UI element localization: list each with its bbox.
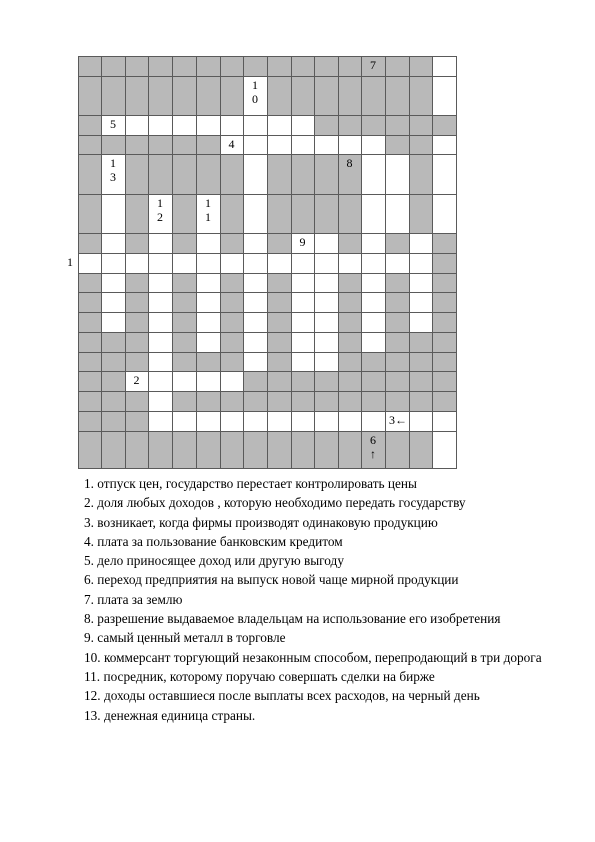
shaded-cell	[314, 154, 339, 195]
shaded-cell	[78, 391, 102, 412]
shaded-cell	[78, 56, 102, 77]
clue-number-10: 1 0	[252, 78, 258, 106]
answer-cell	[196, 312, 221, 333]
shaded-cell	[338, 76, 362, 116]
answer-cell	[196, 332, 221, 353]
answer-cell	[338, 135, 362, 155]
answer-cell	[409, 253, 433, 274]
clue-number-13: 1 3	[110, 156, 116, 184]
shaded-cell	[78, 292, 102, 313]
shaded-cell	[385, 233, 410, 254]
shaded-cell	[125, 411, 149, 432]
answer-cell	[101, 253, 126, 274]
shaded-cell	[338, 273, 362, 293]
shaded-cell	[267, 352, 292, 372]
shaded-cell	[196, 391, 221, 412]
shaded-cell	[385, 273, 410, 293]
answer-cell	[196, 371, 221, 392]
answer-cell	[172, 371, 197, 392]
answer-cell	[314, 253, 339, 274]
answer-cell	[101, 292, 126, 313]
answer-cell	[361, 292, 386, 313]
answer-cell	[361, 135, 386, 155]
answer-cell	[172, 115, 197, 136]
shaded-cell	[432, 233, 457, 254]
shaded-cell	[220, 154, 244, 195]
shaded-cell	[409, 135, 433, 155]
answer-cell	[361, 253, 386, 274]
shaded-cell	[125, 312, 149, 333]
shaded-cell	[172, 76, 197, 116]
shaded-cell	[196, 56, 221, 77]
shaded-cell	[172, 352, 197, 372]
shaded-cell	[125, 76, 149, 116]
shaded-cell	[196, 431, 221, 469]
shaded-cell	[220, 273, 244, 293]
shaded-cell	[125, 154, 149, 195]
answer-cell	[432, 76, 457, 116]
shaded-cell	[220, 233, 244, 254]
answer-cell	[243, 352, 268, 372]
answer-cell	[361, 194, 386, 234]
shaded-cell	[432, 332, 457, 353]
answer-cell	[172, 253, 197, 274]
answer-cell	[361, 312, 386, 333]
clue-1: 1. отпуск цен, государство перестает контролировать цены	[84, 476, 417, 491]
shaded-cell	[101, 76, 126, 116]
shaded-cell	[338, 56, 362, 77]
answer-cell	[148, 332, 173, 353]
clue-9: 9. самый ценный металл в торговле	[84, 630, 286, 646]
shaded-cell	[125, 233, 149, 254]
answer-cell	[125, 253, 149, 274]
answer-cell	[196, 233, 221, 254]
answer-cell	[243, 115, 268, 136]
shaded-cell	[291, 194, 315, 234]
answer-cell	[243, 292, 268, 313]
shaded-cell	[267, 273, 292, 293]
shaded-cell	[172, 233, 197, 254]
shaded-cell	[432, 352, 457, 372]
shaded-cell	[220, 332, 244, 353]
answer-cell	[148, 115, 173, 136]
shaded-cell	[432, 292, 457, 313]
shaded-cell	[172, 431, 197, 469]
shaded-cell	[101, 56, 126, 77]
shaded-cell	[432, 391, 457, 412]
clue-number-6: 6 ↑	[370, 433, 376, 461]
shaded-cell	[314, 76, 339, 116]
clue-number-1: 1	[67, 255, 73, 269]
shaded-cell	[101, 391, 126, 412]
shaded-cell	[101, 332, 126, 353]
shaded-cell	[338, 312, 362, 333]
answer-cell	[243, 273, 268, 293]
shaded-cell	[243, 371, 268, 392]
shaded-cell	[101, 371, 126, 392]
answer-cell	[314, 352, 339, 372]
shaded-cell	[267, 312, 292, 333]
answer-cell	[243, 194, 268, 234]
answer-cell	[338, 253, 362, 274]
answer-cell	[196, 115, 221, 136]
shaded-cell	[338, 391, 362, 412]
answer-cell	[196, 292, 221, 313]
answer-cell	[101, 312, 126, 333]
shaded-cell	[267, 56, 292, 77]
shaded-cell	[78, 154, 102, 195]
shaded-cell	[267, 292, 292, 313]
answer-cell	[314, 312, 339, 333]
shaded-cell	[314, 56, 339, 77]
shaded-cell	[361, 391, 386, 412]
answer-cell	[291, 411, 315, 432]
shaded-cell	[409, 332, 433, 353]
shaded-cell	[267, 154, 292, 195]
shaded-cell	[125, 292, 149, 313]
answer-cell	[148, 273, 173, 293]
shaded-cell	[125, 332, 149, 353]
answer-cell	[220, 371, 244, 392]
answer-cell	[409, 292, 433, 313]
shaded-cell	[148, 431, 173, 469]
shaded-cell	[78, 115, 102, 136]
shaded-cell	[409, 391, 433, 412]
clue-list	[84, 474, 554, 725]
shaded-cell	[361, 352, 386, 372]
shaded-cell	[338, 292, 362, 313]
answer-cell	[243, 154, 268, 195]
answer-cell	[409, 233, 433, 254]
shaded-cell	[338, 233, 362, 254]
shaded-cell	[314, 431, 339, 469]
shaded-cell	[148, 76, 173, 116]
shaded-cell	[291, 371, 315, 392]
shaded-cell	[267, 391, 292, 412]
shaded-cell	[78, 135, 102, 155]
shaded-cell	[101, 352, 126, 372]
shaded-cell	[172, 312, 197, 333]
shaded-cell	[196, 154, 221, 195]
shaded-cell	[172, 391, 197, 412]
answer-cell	[148, 312, 173, 333]
answer-cell	[361, 332, 386, 353]
shaded-cell	[267, 194, 292, 234]
shaded-cell	[78, 371, 102, 392]
answer-cell	[291, 312, 315, 333]
clue-8: 8. разрешение выдаваемое владельцам на использование его изобретения	[84, 611, 501, 627]
clue-12: 12. доходы оставшиеся после выплаты всех расходов, на черный день	[84, 688, 480, 704]
shaded-cell	[338, 352, 362, 372]
answer-cell	[432, 135, 457, 155]
shaded-cell	[172, 292, 197, 313]
answer-cell	[432, 56, 457, 77]
shaded-cell	[291, 391, 315, 412]
answer-cell	[125, 115, 149, 136]
answer-cell	[291, 273, 315, 293]
answer-cell	[385, 194, 410, 234]
clue-6: 6. переход предприятия на выпуск новой чаще мирной продукции	[84, 572, 459, 588]
shaded-cell	[267, 371, 292, 392]
clue-number-7: 7	[370, 58, 376, 72]
shaded-cell	[172, 194, 197, 234]
shaded-cell	[220, 194, 244, 234]
answer-cell	[314, 332, 339, 353]
clue-number-5: 5	[110, 117, 116, 131]
answer-cell	[314, 292, 339, 313]
answer-cell	[291, 352, 315, 372]
clue-7: 7. плата за землю	[84, 591, 183, 607]
shaded-cell	[125, 194, 149, 234]
answer-cell	[361, 273, 386, 293]
answer-cell	[291, 253, 315, 274]
shaded-cell	[101, 135, 126, 155]
answer-cell	[267, 411, 292, 432]
shaded-cell	[148, 154, 173, 195]
shaded-cell	[148, 135, 173, 155]
answer-cell	[338, 411, 362, 432]
answer-cell	[361, 233, 386, 254]
answer-cell	[314, 135, 339, 155]
shaded-cell	[385, 332, 410, 353]
shaded-cell	[338, 332, 362, 353]
answer-cell	[361, 154, 386, 195]
answer-cell	[314, 233, 339, 254]
answer-cell	[196, 253, 221, 274]
shaded-cell	[385, 371, 410, 392]
shaded-cell	[385, 391, 410, 412]
answer-cell	[196, 273, 221, 293]
shaded-cell	[409, 76, 433, 116]
clue-number-4: 4	[228, 137, 235, 151]
shaded-cell	[78, 332, 102, 353]
answer-cell	[409, 312, 433, 333]
shaded-cell	[220, 76, 244, 116]
clue-4: 4. плата за пользование банковским кредитом	[84, 533, 343, 549]
shaded-cell	[385, 352, 410, 372]
shaded-cell	[78, 312, 102, 333]
shaded-cell	[78, 233, 102, 254]
answer-cell	[267, 115, 292, 136]
answer-cell	[101, 233, 126, 254]
shaded-cell	[196, 352, 221, 372]
shaded-cell	[78, 194, 102, 234]
answer-cell	[148, 352, 173, 372]
shaded-cell	[220, 56, 244, 77]
shaded-cell	[338, 431, 362, 469]
crossword-grid	[67, 56, 456, 468]
clue-number-12: 1 2	[157, 196, 163, 224]
shaded-cell	[172, 273, 197, 293]
shaded-cell	[125, 273, 149, 293]
shaded-cell	[196, 76, 221, 116]
shaded-cell	[267, 76, 292, 116]
answer-cell	[78, 253, 102, 274]
shaded-cell	[267, 332, 292, 353]
answer-cell	[220, 115, 244, 136]
shaded-cell	[125, 56, 149, 77]
answer-cell	[267, 253, 292, 274]
shaded-cell	[243, 391, 268, 412]
shaded-cell	[432, 115, 457, 136]
shaded-cell	[409, 154, 433, 195]
shaded-cell	[314, 194, 339, 234]
shaded-cell	[432, 273, 457, 293]
answer-cell	[361, 411, 386, 432]
clue-number-2: 2	[133, 373, 140, 387]
shaded-cell	[101, 411, 126, 432]
shaded-cell	[385, 76, 410, 116]
answer-cell	[148, 233, 173, 254]
answer-cell	[220, 253, 244, 274]
shaded-cell	[78, 352, 102, 372]
clue-2: 2. доля любых доходов , которую необходимо передать государству	[84, 495, 466, 511]
shaded-cell	[409, 115, 433, 136]
clue-number-9: 9	[299, 235, 306, 249]
shaded-cell	[361, 115, 386, 136]
shaded-cell	[172, 135, 197, 155]
answer-cell	[148, 391, 173, 412]
answer-cell	[243, 332, 268, 353]
shaded-cell	[409, 431, 433, 469]
shaded-cell	[125, 135, 149, 155]
clue-5: 5. дело приносящее доход или другую выгоду	[84, 553, 344, 569]
shaded-cell	[172, 332, 197, 353]
shaded-cell	[385, 56, 410, 77]
clue-number-11: 1 1	[205, 196, 211, 224]
answer-cell	[243, 312, 268, 333]
shaded-cell	[267, 431, 292, 469]
answer-cell	[148, 371, 173, 392]
shaded-cell	[409, 352, 433, 372]
answer-cell	[243, 135, 268, 155]
shaded-cell	[220, 352, 244, 372]
shaded-cell	[172, 154, 197, 195]
answer-cell	[432, 194, 457, 234]
clue-number-3: 3←	[389, 413, 407, 427]
shaded-cell	[314, 391, 339, 412]
shaded-cell	[409, 194, 433, 234]
shaded-cell	[432, 253, 457, 274]
answer-cell	[385, 154, 410, 195]
shaded-cell	[78, 273, 102, 293]
shaded-cell	[291, 76, 315, 116]
answer-cell	[220, 411, 244, 432]
answer-cell	[101, 194, 126, 234]
shaded-cell	[361, 371, 386, 392]
shaded-cell	[148, 56, 173, 77]
answer-cell	[409, 273, 433, 293]
shaded-cell	[125, 431, 149, 469]
answer-cell	[243, 253, 268, 274]
shaded-cell	[196, 135, 221, 155]
shaded-cell	[385, 431, 410, 469]
answer-cell	[385, 253, 410, 274]
shaded-cell	[78, 76, 102, 116]
answer-cell	[432, 431, 457, 469]
shaded-cell	[172, 56, 197, 77]
shaded-cell	[385, 135, 410, 155]
shaded-cell	[385, 292, 410, 313]
shaded-cell	[361, 76, 386, 116]
answer-cell	[243, 411, 268, 432]
clue-number-8: 8	[346, 156, 353, 170]
shaded-cell	[314, 371, 339, 392]
answer-cell	[196, 411, 221, 432]
shaded-cell	[409, 56, 433, 77]
shaded-cell	[267, 233, 292, 254]
answer-cell	[148, 253, 173, 274]
shaded-cell	[220, 312, 244, 333]
shaded-cell	[101, 431, 126, 469]
answer-cell	[291, 292, 315, 313]
clue-11: 11. посредник, которому поручаю совершать сделки на бирже	[84, 668, 435, 684]
shaded-cell	[220, 391, 244, 412]
shaded-cell	[220, 431, 244, 469]
shaded-cell	[409, 371, 433, 392]
shaded-cell	[220, 292, 244, 313]
shaded-cell	[432, 312, 457, 333]
answer-cell	[172, 411, 197, 432]
shaded-cell	[385, 312, 410, 333]
shaded-cell	[291, 431, 315, 469]
answer-cell	[314, 273, 339, 293]
shaded-cell	[78, 431, 102, 469]
shaded-cell	[291, 56, 315, 77]
answer-cell	[291, 115, 315, 136]
shaded-cell	[243, 431, 268, 469]
shaded-cell	[125, 391, 149, 412]
shaded-cell	[243, 56, 268, 77]
clue-13: 13. денежная единица страны.	[84, 707, 256, 723]
answer-cell	[432, 411, 457, 432]
answer-cell	[267, 135, 292, 155]
answer-cell	[243, 233, 268, 254]
shaded-cell	[78, 411, 102, 432]
answer-cell	[101, 273, 126, 293]
answer-cell	[148, 411, 173, 432]
shaded-cell	[385, 115, 410, 136]
shaded-cell	[125, 352, 149, 372]
shaded-cell	[338, 115, 362, 136]
answer-cell	[291, 135, 315, 155]
clue-10: 10. коммерсант торгующий незаконным способом, перепродающий в три дорога	[84, 649, 542, 665]
clue-3: 3. возникает, когда фирмы производят одинаковую продукцию	[84, 514, 438, 530]
answer-cell	[432, 154, 457, 195]
shaded-cell	[314, 115, 339, 136]
answer-cell	[314, 411, 339, 432]
shaded-cell	[432, 371, 457, 392]
shaded-cell	[338, 194, 362, 234]
shaded-cell	[291, 154, 315, 195]
answer-cell	[291, 332, 315, 353]
shaded-cell	[338, 371, 362, 392]
answer-cell	[148, 292, 173, 313]
